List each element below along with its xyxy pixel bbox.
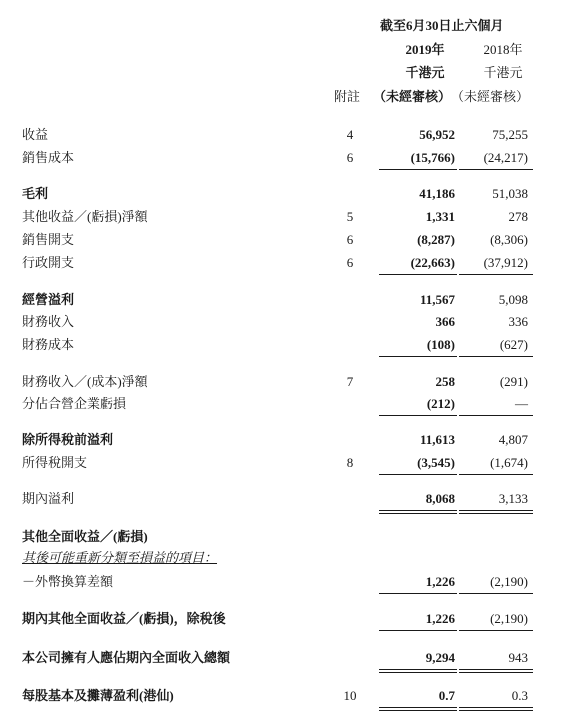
row-value-2018: (37,912) <box>483 255 528 270</box>
row-label: 經營溢利 <box>22 292 75 307</box>
row-value-2018: 336 <box>508 314 528 329</box>
row-note: 5 <box>346 209 354 224</box>
subtotal-rule <box>459 356 533 357</box>
row-value-2018: 51,038 <box>492 186 528 201</box>
row-value-2018: 4,807 <box>498 432 528 447</box>
total-double-rule <box>379 510 457 511</box>
row-label: 財務成本 <box>22 337 75 352</box>
row-label: 收益 <box>22 127 49 142</box>
row-label: －外幣換算差額 <box>22 574 114 589</box>
period-heading: 截至6月30日止六個月 <box>380 18 504 33</box>
column-2019-unit: 千港元 <box>405 65 445 80</box>
row-value-2019: 11,613 <box>419 432 455 447</box>
row-value-2018: — <box>515 396 528 411</box>
total-double-rule <box>379 669 457 670</box>
total-double-rule <box>459 669 533 670</box>
subtotal-rule <box>379 169 457 170</box>
row-note: 7 <box>346 374 354 389</box>
row-value-2018: 943 <box>508 650 528 665</box>
subtotal-rule <box>379 356 457 357</box>
column-2018-audit: （未經審核） <box>451 89 530 104</box>
row-value-2019: 9,294 <box>425 650 455 665</box>
subtotal-rule <box>459 630 533 631</box>
total-double-rule <box>379 707 457 708</box>
column-2019-year: 2019年 <box>405 42 445 57</box>
row-label: 除所得稅前溢利 <box>22 432 114 447</box>
row-value-2018: 75,255 <box>492 127 528 142</box>
total-double-rule <box>459 510 533 511</box>
row-note: 10 <box>343 688 357 703</box>
row-value-2018: (24,217) <box>483 150 528 165</box>
subtotal-rule <box>459 415 533 416</box>
subtotal-rule <box>379 593 457 594</box>
row-label: 行政開支 <box>22 255 75 270</box>
total-double-rule <box>459 707 533 708</box>
row-value-2018: 0.3 <box>511 688 528 703</box>
subtotal-rule <box>459 169 533 170</box>
subtotal-rule <box>379 274 457 275</box>
row-value-2019: 258 <box>435 374 455 389</box>
row-value-2018: (2,190) <box>490 574 528 589</box>
section-heading: 其他全面收益／(虧損) <box>22 529 148 544</box>
row-value-2018: (2,190) <box>490 611 528 626</box>
column-2018-year: 2018年 <box>483 42 523 57</box>
note-column-header: 附註 <box>334 89 361 104</box>
row-label: 財務收入 <box>22 314 75 329</box>
row-value-2019: 366 <box>435 314 455 329</box>
row-value-2018: (1,674) <box>490 455 528 470</box>
row-value-2018: (291) <box>499 374 528 389</box>
row-label: 期內溢利 <box>22 491 75 506</box>
row-value-2019: (22,663) <box>410 255 455 270</box>
subtotal-rule <box>379 630 457 631</box>
row-value-2019: 11,567 <box>419 292 455 307</box>
column-2019-audit: （未經審核） <box>373 89 452 104</box>
row-label: 銷售開支 <box>22 232 75 247</box>
subtotal-rule <box>459 474 533 475</box>
subtotal-rule <box>379 474 457 475</box>
column-2018-unit: 千港元 <box>483 65 523 80</box>
row-label: 本公司擁有人應佔期內全面收入總額 <box>22 650 231 665</box>
subtotal-rule <box>379 415 457 416</box>
row-value-2019: (3,545) <box>417 455 455 470</box>
subtotal-rule <box>459 274 533 275</box>
row-value-2019: 0.7 <box>438 688 455 703</box>
total-double-rule <box>459 513 533 514</box>
row-note: 4 <box>346 127 354 142</box>
row-value-2019: (8,287) <box>417 232 455 247</box>
row-value-2019: 1,331 <box>425 209 455 224</box>
row-note: 6 <box>346 255 354 270</box>
row-value-2019: 56,952 <box>419 127 455 142</box>
row-value-2019: 41,186 <box>419 186 455 201</box>
row-value-2019: (15,766) <box>410 150 455 165</box>
row-value-2018: 278 <box>508 209 528 224</box>
total-double-rule <box>459 672 533 673</box>
total-double-rule <box>459 710 533 711</box>
row-value-2018: 5,098 <box>498 292 528 307</box>
subtotal-rule <box>459 593 533 594</box>
row-value-2018: (8,306) <box>490 232 528 247</box>
row-label: 銷售成本 <box>22 150 75 165</box>
row-value-2018: (627) <box>499 337 528 352</box>
section-subheading: 其後可能重新分類至損益的項目： <box>22 550 218 565</box>
row-value-2019: 8,068 <box>425 491 455 506</box>
row-value-2018: 3,133 <box>498 491 528 506</box>
row-note: 6 <box>346 150 354 165</box>
row-note: 6 <box>346 232 354 247</box>
row-label: 毛利 <box>22 186 49 201</box>
row-value-2019: (212) <box>426 396 455 411</box>
row-label: 每股基本及攤薄盈利(港仙) <box>22 688 174 703</box>
total-double-rule <box>379 513 457 514</box>
row-label: 財務收入／(成本)淨額 <box>22 374 148 389</box>
total-double-rule <box>379 710 457 711</box>
row-note: 8 <box>346 455 354 470</box>
total-double-rule <box>379 672 457 673</box>
row-value-2019: 1,226 <box>425 611 455 626</box>
row-label: 其他收益／(虧損)淨額 <box>22 209 148 224</box>
row-value-2019: 1,226 <box>425 574 455 589</box>
row-label: 所得稅開支 <box>22 455 88 470</box>
row-label: 分佔合營企業虧損 <box>22 396 127 411</box>
row-value-2019: (108) <box>426 337 455 352</box>
row-label: 期內其他全面收益／(虧損)，除稅後 <box>22 611 226 626</box>
